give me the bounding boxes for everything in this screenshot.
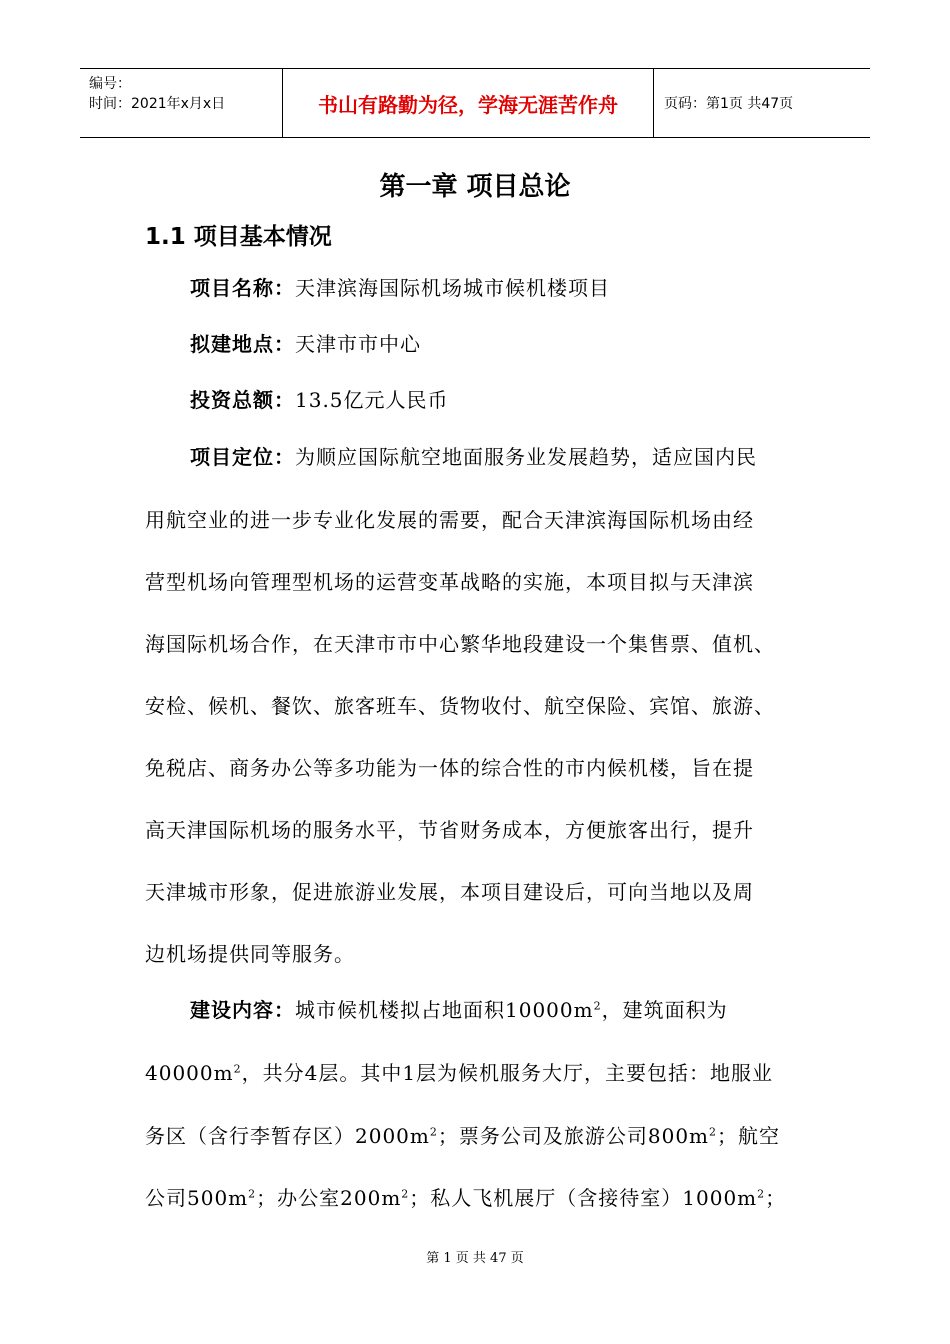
construction-text: ； bbox=[765, 1186, 787, 1210]
header-table bbox=[80, 68, 870, 138]
header-page-info: 页码：第1页 共47页 bbox=[664, 96, 794, 112]
construction-line bbox=[145, 1057, 835, 1086]
construction-line bbox=[145, 1120, 835, 1149]
project-name-line bbox=[190, 272, 880, 301]
positioning-text: 为顺应国际航空地面服务业发展趋势，适应国内民 bbox=[295, 445, 757, 469]
positioning-text: 边机场提供同等服务。 bbox=[145, 942, 355, 966]
positioning-text: 用航空业的进一步专业化发展的需要，配合天津滨海国际机场由经 bbox=[145, 508, 754, 532]
document-number-label: 编号： bbox=[89, 76, 131, 92]
positioning-text: 高天津国际机场的服务水平，节省财务成本，方便旅客出行，提升 bbox=[145, 818, 754, 842]
superscript: 2 bbox=[757, 1187, 766, 1201]
location-label: 拟建地点： bbox=[190, 332, 295, 356]
construction-line bbox=[190, 994, 880, 1023]
positioning-text: 安检、候机、餐饮、旅客班车、货物收付、航空保险、宾馆、旅游、 bbox=[145, 694, 775, 718]
construction-label: 建设内容： bbox=[190, 998, 295, 1022]
superscript: 2 bbox=[429, 1125, 438, 1139]
superscript: 2 bbox=[593, 999, 602, 1013]
positioning-text: 营型机场向管理型机场的运营变革战略的实施，本项目拟与天津滨 bbox=[145, 570, 754, 594]
positioning-label: 项目定位： bbox=[190, 445, 295, 469]
construction-text: ；办公室200m bbox=[256, 1186, 402, 1210]
superscript: 2 bbox=[248, 1187, 257, 1201]
positioning-line bbox=[190, 441, 880, 470]
header-meta-cell bbox=[80, 69, 283, 137]
positioning-text: 天津城市形象，促进旅游业发展，本项目建设后，可向当地以及周 bbox=[145, 880, 754, 904]
investment-line bbox=[190, 384, 880, 413]
positioning-text: 海国际机场合作，在天津市市中心繁华地段建设一个集售票、值机、 bbox=[145, 632, 775, 656]
page-footer: 第 1 页 共 47 页 bbox=[426, 1251, 524, 1266]
location-value: 天津市市中心 bbox=[295, 332, 421, 356]
construction-text: 40000m bbox=[145, 1061, 234, 1085]
construction-text: 公司500m bbox=[145, 1186, 249, 1210]
construction-text: 务区（含行李暂存区）2000m bbox=[145, 1124, 430, 1148]
project-name-value: 天津滨海国际机场城市候机楼项目 bbox=[295, 276, 610, 300]
superscript: 2 bbox=[233, 1062, 242, 1076]
document-date: 时间：2021年x月x日 bbox=[89, 96, 226, 112]
location-line bbox=[190, 328, 880, 357]
header-motto: 书山有路勤为径，学海无涯苦作舟 bbox=[283, 69, 654, 137]
construction-text: ；票务公司及旅游公司800m bbox=[437, 1124, 710, 1148]
construction-text: 城市候机楼拟占地面积10000m bbox=[295, 998, 594, 1022]
construction-line bbox=[145, 1182, 835, 1211]
construction-text: ；私人飞机展厅（含接待室）1000m bbox=[409, 1186, 758, 1210]
superscript: 2 bbox=[401, 1187, 410, 1201]
section-title: 1.1 项目基本情况 bbox=[145, 224, 332, 250]
project-name-label: 项目名称： bbox=[190, 276, 295, 300]
construction-text: ；航空 bbox=[717, 1124, 781, 1148]
investment-label: 投资总额： bbox=[190, 388, 295, 412]
superscript: 2 bbox=[709, 1125, 718, 1139]
investment-value: 13.5亿元人民币 bbox=[295, 388, 449, 412]
chapter-title: 第一章 项目总论 bbox=[379, 172, 571, 202]
construction-text: ，建筑面积为 bbox=[601, 998, 728, 1022]
construction-text: ，共分4层。其中1层为候机服务大厅，主要包括：地服业 bbox=[241, 1061, 774, 1085]
positioning-text: 免税店、商务办公等多功能为一体的综合性的市内候机楼，旨在提 bbox=[145, 756, 754, 780]
